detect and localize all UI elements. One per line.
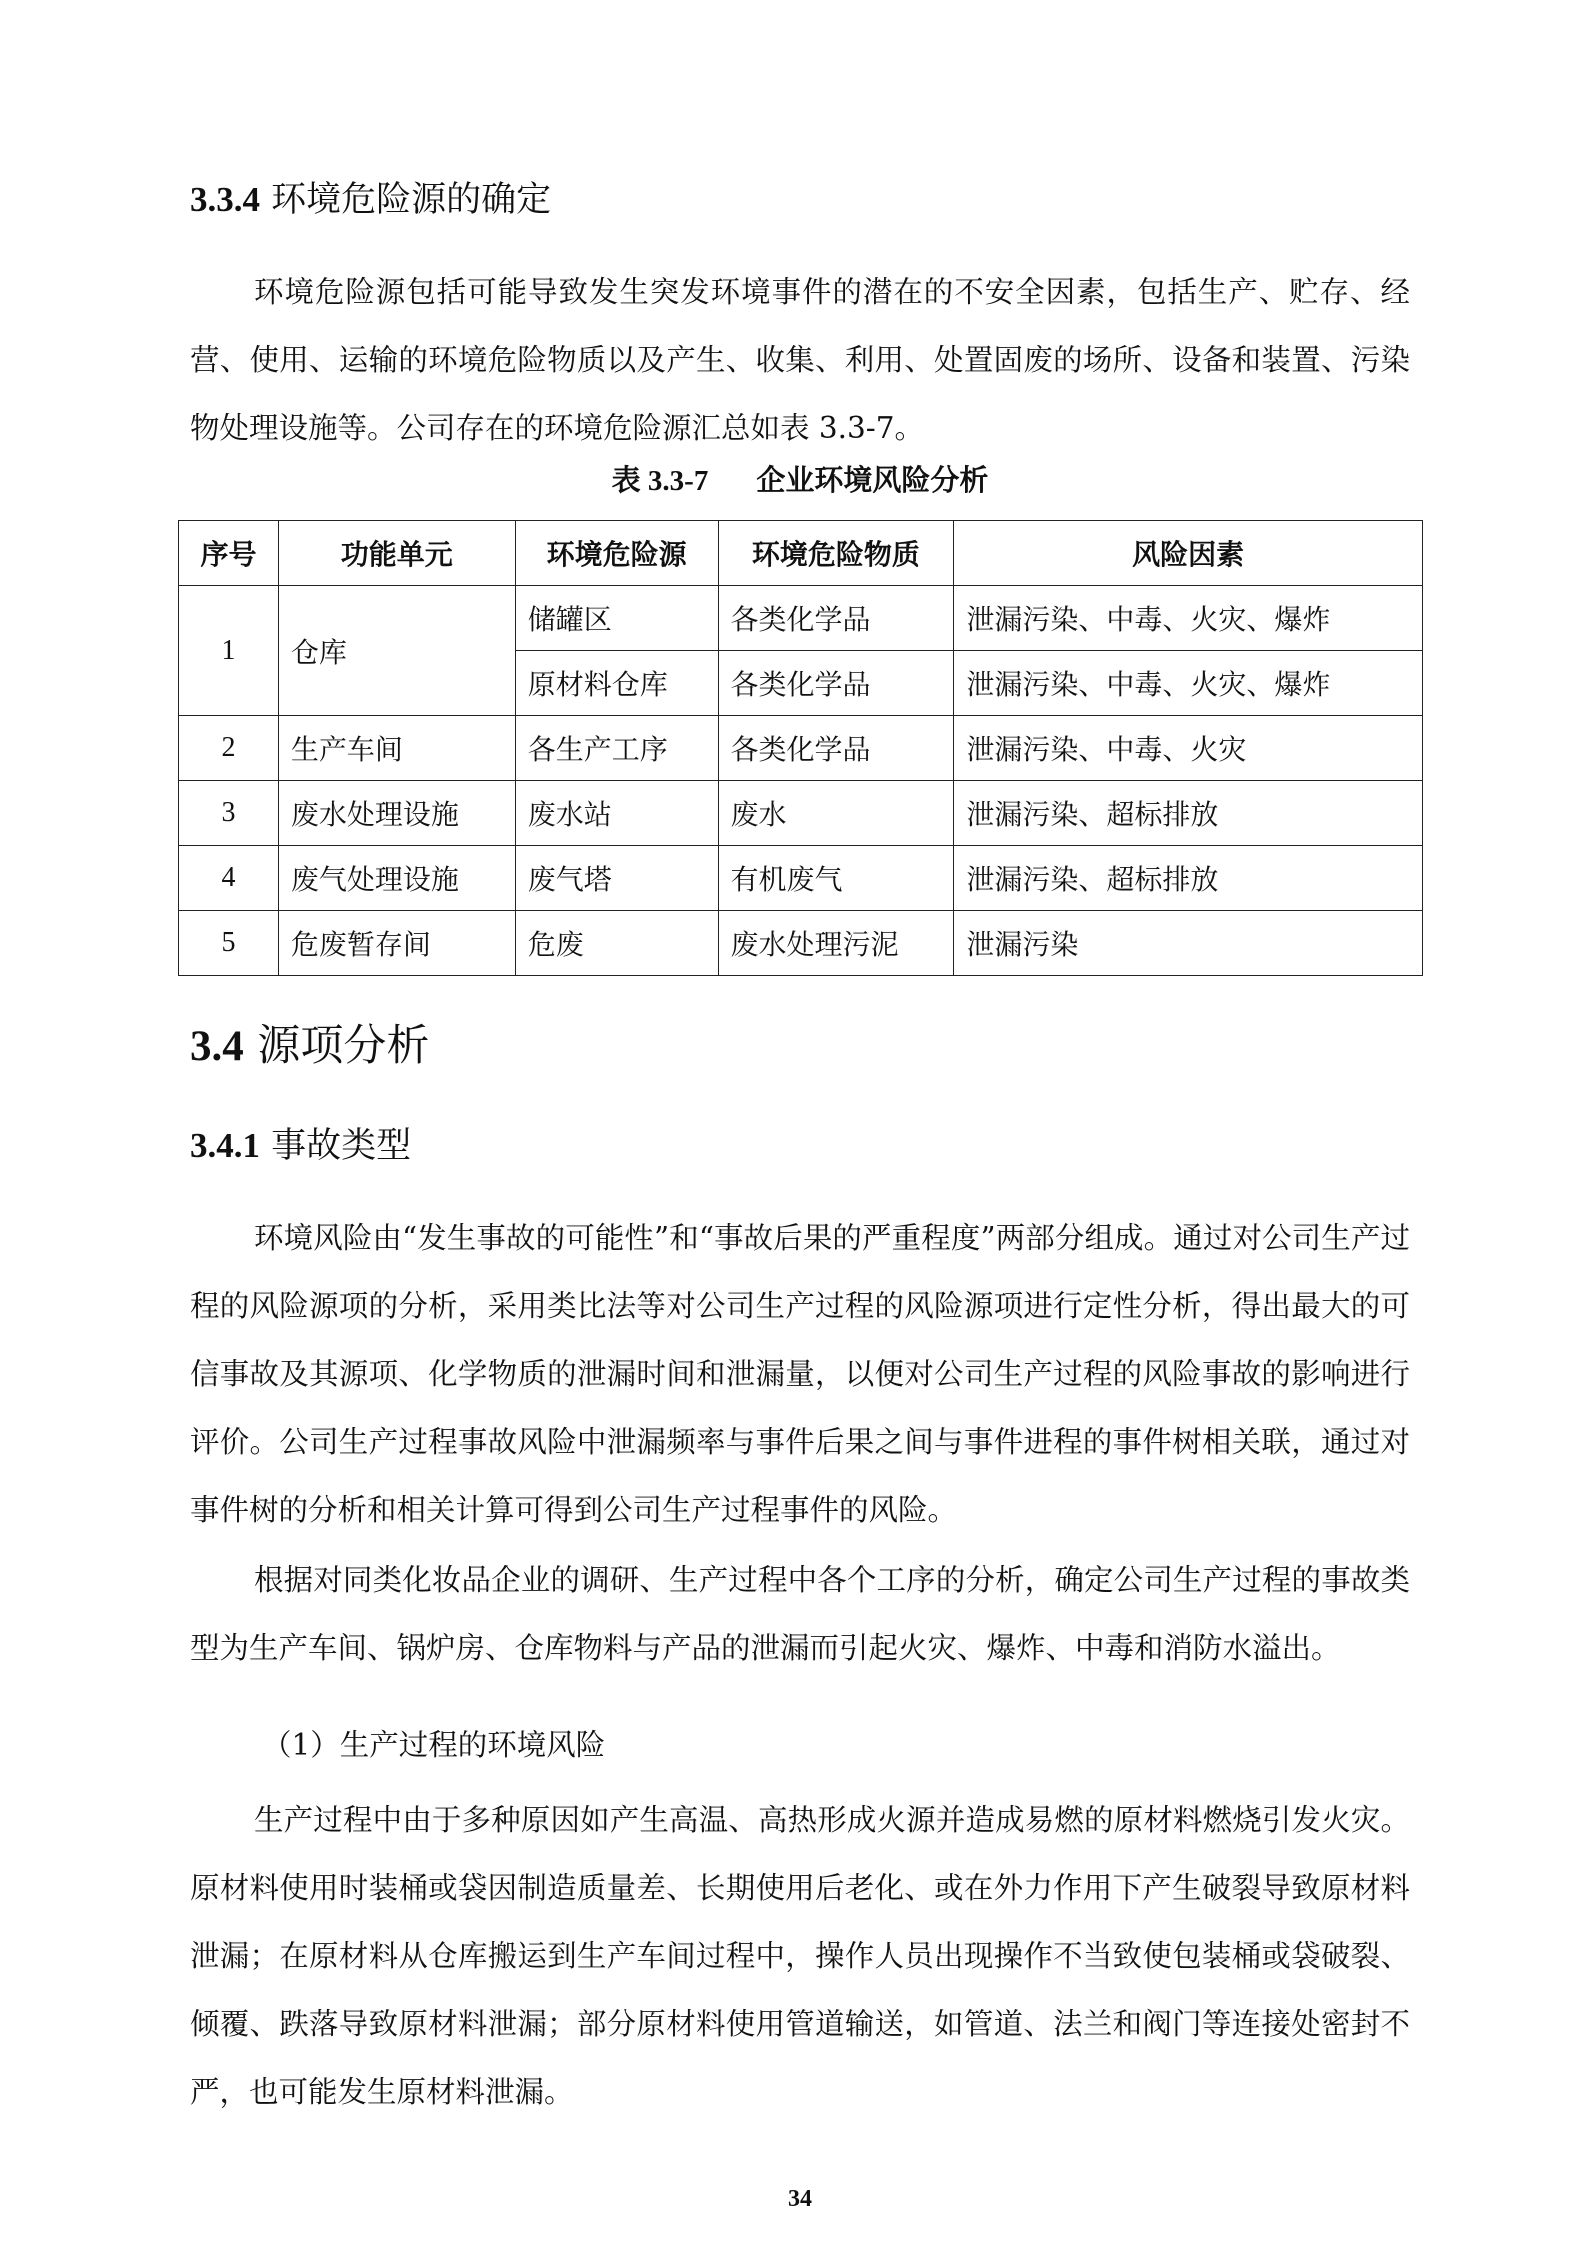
table-caption [190,458,1410,499]
page-number: 34 [788,2186,812,2212]
table-caption-title: 企业环境风险分析 [756,463,989,497]
table-row [179,911,1423,976]
section-number: 3.4.1 [190,1126,260,1165]
cell-substance: 各类化学品 [718,651,954,716]
cell-risk: 泄漏污染、中毒、火灾 [954,716,1423,781]
header-no: 序号 [179,521,279,586]
cell-no: 3 [179,781,279,846]
cell-unit: 生产车间 [278,716,515,781]
section-number: 3.3.4 [190,180,260,219]
header-risk: 风险因素 [954,521,1423,586]
cell-source: 原材料仓库 [515,651,718,716]
section-heading-3-4-1 [190,1118,411,1168]
header-substance: 环境危险物质 [718,521,954,586]
cell-substance: 废水 [718,781,954,846]
section-heading-3-3-4 [190,172,551,222]
cell-unit: 废气处理设施 [278,846,515,911]
cell-unit: 危废暂存间 [278,911,515,976]
cell-substance: 各类化学品 [718,586,954,651]
cell-source: 各生产工序 [515,716,718,781]
cell-substance: 各类化学品 [718,716,954,781]
cell-risk: 泄漏污染 [954,911,1423,976]
table-caption-number: 表 3.3-7 [611,465,709,497]
section-heading-3-4 [190,1012,429,1073]
table-header-row [179,521,1423,586]
section-number: 3.4 [190,1023,244,1070]
cell-no: 5 [179,911,279,976]
list-item-production-risk: （1）生产过程的环境风险 [262,1728,606,1762]
cell-source: 储罐区 [515,586,718,651]
cell-risk: 泄漏污染、中毒、火灾、爆炸 [954,651,1423,716]
section-title: 源项分析 [257,1021,430,1071]
section-title: 环境危险源的确定 [271,180,552,220]
table-row [179,781,1423,846]
cell-substance: 废水处理污泥 [718,911,954,976]
section-title: 事故类型 [271,1126,412,1166]
risk-analysis-table [178,520,1423,976]
cell-unit: 废水处理设施 [278,781,515,846]
cell-risk: 泄漏污染、中毒、火灾、爆炸 [954,586,1423,651]
header-unit: 功能单元 [278,521,515,586]
paragraph-production-risk: 生产过程中由于多种原因如产生高温、高热形成火源并造成易燃的原材料燃烧引发火灾。原材料使用时装桶或袋因制造质量差、长期使用后老化、或在外力作用下产生破裂导致原材料泄漏；在原材料从仓库搬运到生产车间过程中，操作人员出现操作不当致使包装桶或袋破裂、倾覆、跌落导致原材料泄漏；部分原材料使用管道输送，如管道、法兰和阀门等连接处密封不严，也可能发生原材料泄漏。 [190,1803,1410,2109]
header-source: 环境危险源 [515,521,718,586]
table-row [179,716,1423,781]
cell-unit: 仓库 [278,586,515,716]
cell-source: 废气塔 [515,846,718,911]
paragraph-hazard-sources: 环境危险源包括可能导致发生突发环境事件的潜在的不安全因素，包括生产、贮存、经营、使用、运输的环境危险物质以及产生、收集、利用、处置固废的场所、设备和装置、污染物处理设施等。公司存在的环境危险源汇总如表 3.3-7。 [190,275,1410,445]
paragraph-accident-types: 根据对同类化妆品企业的调研、生产过程中各个工序的分析，确定公司生产过程的事故类型为生产车间、锅炉房、仓库物料与产品的泄漏而引起火灾、爆炸、中毒和消防水溢出。 [190,1563,1410,1665]
cell-substance: 有机废气 [718,846,954,911]
table-row [179,846,1423,911]
cell-source: 危废 [515,911,718,976]
cell-no: 2 [179,716,279,781]
cell-risk: 泄漏污染、超标排放 [954,846,1423,911]
cell-no: 1 [179,586,279,716]
cell-no: 4 [179,846,279,911]
paragraph-risk-definition: 环境风险由“发生事故的可能性”和“事故后果的严重程度”两部分组成。通过对公司生产过程的风险源项的分析，采用类比法等对公司生产过程的风险源项进行定性分析，得出最大的可信事故及其源项、化学物质的泄漏时间和泄漏量，以便对公司生产过程的风险事故的影响进行评价。公司生产过程事故风险中泄漏频率与事件后果之间与事件进程的事件树相关联，通过对事件树的分析和相关计算可得到公司生产过程事件的风险。 [190,1221,1410,1527]
cell-source: 废水站 [515,781,718,846]
cell-risk: 泄漏污染、超标排放 [954,781,1423,846]
table-row [179,586,1423,651]
